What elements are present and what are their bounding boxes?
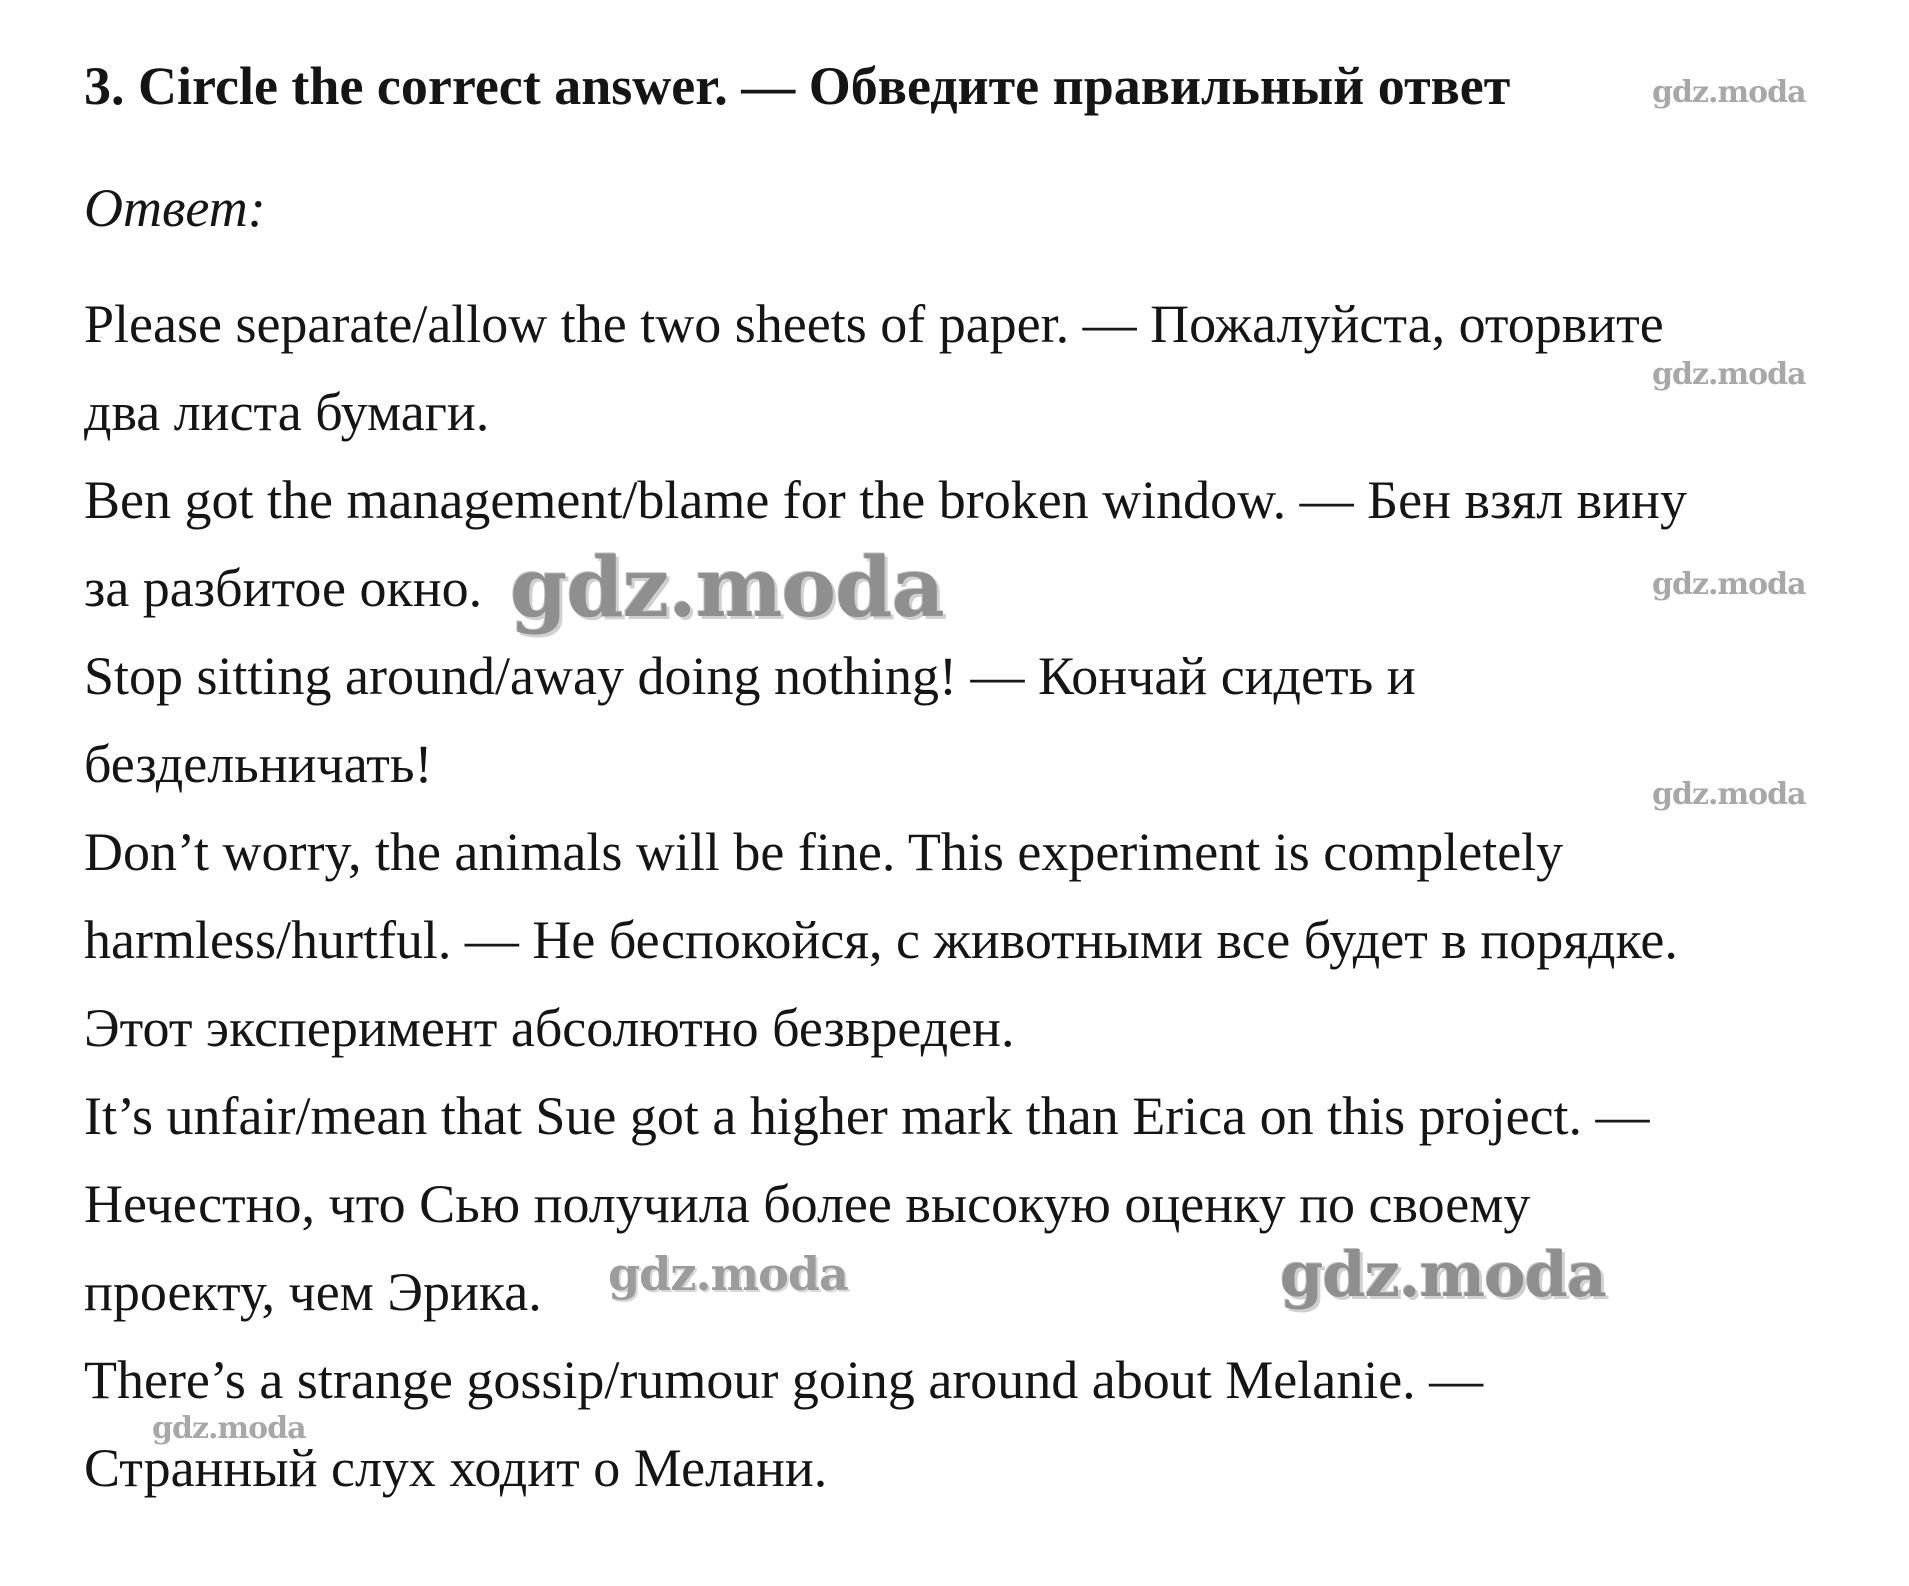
answer-line: Нечестно, что Сью получила более высокую оценку по своему <box>84 1174 1531 1234</box>
answer-line: два листа бумаги. <box>84 382 490 442</box>
answer-line: Stop sitting around/away doing nothing! — Кончай сидеть и <box>84 646 1416 706</box>
answer-line: Please separate/allow the two sheets of paper. — Пожалуйста, оторвите <box>84 294 1664 354</box>
answer-line: harmless/hurtful. — Не беспокойся, с животными все будет в порядке. <box>84 910 1678 970</box>
watermark: gdz.moda <box>608 1247 848 1301</box>
answer-line: проекту, чем Эрика. <box>84 1262 542 1322</box>
answer-line: за разбитое окно. <box>84 558 483 618</box>
answer-line: It’s unfair/mean that Sue got a higher mark than Erica on this project. — <box>84 1086 1650 1146</box>
watermark: gdz.moda <box>1652 357 1806 392</box>
watermark: gdz.moda <box>1652 777 1806 812</box>
answer-line: Don’t worry, the animals will be fine. This experiment is completely <box>84 822 1564 882</box>
answer-label: Ответ: <box>84 178 266 238</box>
exercise-heading: 3. Circle the correct answer. — Обведите правильный ответ <box>84 56 1511 116</box>
answer-line: Ben got the management/blame for the broken window. — Бен взял вину <box>84 470 1687 530</box>
watermark: gdz.moda <box>1652 567 1806 602</box>
watermark: gdz.moda <box>152 1411 306 1446</box>
answer-line: бездельничать! <box>84 734 433 794</box>
answer-line: There’s a strange gossip/rumour going around about Melanie. — <box>84 1350 1484 1410</box>
answer-line: Этот эксперимент абсолютно безвреден. <box>84 998 1015 1058</box>
watermark: gdz.moda <box>1280 1238 1606 1311</box>
answer-line: Странный слух ходит о Мелани. <box>84 1438 828 1498</box>
watermark: gdz.moda <box>1652 75 1806 110</box>
watermark: gdz.moda <box>510 540 944 636</box>
